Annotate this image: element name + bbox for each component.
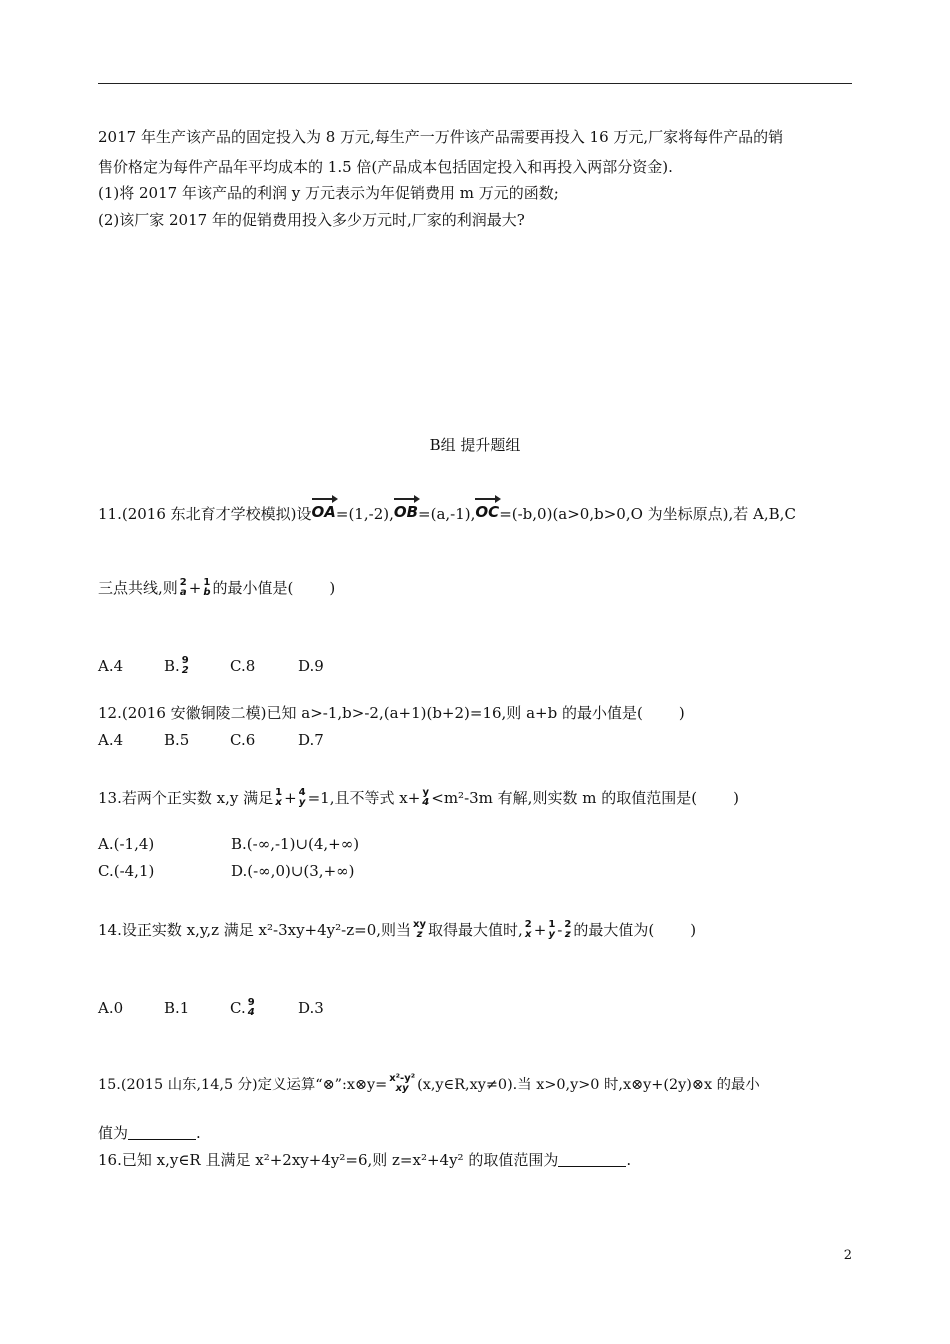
fraction-4-over-y (298, 788, 307, 808)
option-b: B.1 (164, 999, 190, 1017)
problem-14 (98, 920, 696, 940)
frac-num: 1 (203, 577, 211, 588)
frac-num: 1 (548, 919, 556, 930)
frac-num: x²-y² (389, 1073, 416, 1084)
fraction-2-over-a (179, 578, 188, 598)
page-number: 2 (843, 1248, 852, 1263)
fraction-1-over-y (547, 920, 556, 940)
option-b: B.(-∞,-1)∪(4,+∞) (231, 835, 360, 853)
problem-13-options-row-2 (98, 861, 355, 881)
frac-den: b (203, 587, 211, 598)
p11-pre: 11.(2016 东北育才学校模拟)设 (98, 505, 312, 523)
vector-oc-label: OC (475, 503, 500, 521)
vector-ob-label: OB (393, 503, 419, 521)
option-b (164, 656, 230, 676)
p11-seg-2: =(a,-1), (418, 505, 476, 523)
plus-sign: + (188, 579, 202, 597)
p13-mid: =1,且不等式 x+ (307, 789, 421, 807)
vector-arrow-icon (475, 498, 499, 500)
p12-text: 12.(2016 安徽铜陵二模)已知 a>-1,b>-2,(a+1)(b+2)=16,则 a+b 的最小值是( (98, 704, 643, 722)
plus-sign: + (284, 789, 297, 807)
p14-pre: 14.设正实数 x,y,z 满足 x²-3xy+4y²-z=0,则当 (98, 921, 412, 939)
option-a: A.4 (98, 657, 124, 675)
option-c: C.6 (230, 731, 256, 749)
p14-post: 的最大值为( (573, 921, 655, 939)
minus-sign: - (557, 921, 563, 939)
fraction-1-over-b (202, 578, 211, 598)
problem-15-line-1 (98, 1074, 760, 1095)
header-rule (98, 83, 852, 84)
option-a: A.0 (98, 999, 124, 1017)
frac-den: y (548, 929, 556, 940)
period: . (626, 1151, 632, 1169)
option-c: C.8 (230, 657, 256, 675)
p11-seg-3: =(-b,0)(a>0,b>0,O 为坐标原点),若 A,B,C (499, 505, 796, 523)
option-d: D.7 (298, 731, 324, 749)
frac-den: 2 (181, 665, 189, 676)
option-d: D.(-∞,0)∪(3,+∞) (231, 862, 355, 880)
problem-16 (98, 1150, 631, 1170)
vector-arrow-icon (394, 498, 418, 500)
option-c (230, 998, 298, 1018)
problem-15-line-2 (98, 1123, 201, 1143)
problem-11-line-1 (98, 496, 796, 524)
frac-den: y (298, 797, 306, 808)
frac-den: z (416, 929, 423, 940)
frac-den: xy (395, 1083, 409, 1094)
question-1: (1)将 2017 年该产品的利润 y 万元表示为年促销费用 m 万元的函数; (98, 184, 559, 202)
frac-den: x (525, 929, 532, 940)
frac-num: xy (413, 919, 426, 930)
fraction-2-over-x (524, 920, 533, 940)
option-d: D.3 (298, 999, 324, 1017)
frac-num: 1 (275, 787, 283, 798)
fraction-y-over-4 (421, 788, 430, 808)
plus-sign: + (533, 921, 547, 939)
close-paren: ) (678, 704, 685, 722)
vector-oa-label: OA (311, 503, 336, 521)
p16-text: 16.已知 x,y∈R 且满足 x²+2xy+4y²=6,则 z=x²+4y² 的取值范围为 (98, 1151, 559, 1169)
period: . (196, 1124, 201, 1142)
problem-11-options (98, 656, 324, 676)
answer-blank[interactable] (128, 1125, 196, 1140)
fraction-2-over-z (563, 920, 572, 940)
frac-num: 2 (179, 577, 187, 588)
option-a: A.4 (98, 731, 124, 749)
intro-line-2: 售价格定为每件产品年平均成本的 1.5 倍(产品成本包括固定投入和再投入两部分资金). (98, 158, 673, 176)
fraction-xy-over-z (412, 920, 427, 940)
problem-13 (98, 788, 739, 808)
p13-post: <m²-3m 有解,则实数 m 的取值范围是( (431, 789, 698, 807)
fraction-1-over-x (274, 788, 283, 808)
close-paren: ) (690, 921, 697, 939)
frac-den: a (179, 587, 187, 598)
problem-13-options-row-1 (98, 834, 359, 854)
vector-ob (394, 496, 418, 522)
frac-num: 9 (181, 655, 189, 666)
p15-pre: 15.(2015 山东,14,5 分)定义运算“⊗”:x⊗y= (98, 1077, 388, 1093)
frac-den: z (564, 929, 571, 940)
vector-arrow-icon (312, 498, 336, 500)
question-2: (2)该厂家 2017 年的促销费用投入多少万元时,厂家的利润最大? (98, 211, 525, 229)
section-title: B组 提升题组 (429, 436, 521, 454)
frac-den: 4 (422, 797, 430, 808)
frac-num: 2 (564, 919, 572, 930)
problem-11-line-2 (98, 578, 335, 598)
option-c: C.(-4,1) (98, 862, 155, 880)
frac-den: 4 (247, 1007, 255, 1018)
option-b: B.5 (164, 731, 190, 749)
p11-line2-pre: 三点共线,则 (98, 579, 178, 597)
p13-pre: 13.若两个正实数 x,y 满足 (98, 789, 274, 807)
frac-num: 4 (298, 787, 306, 798)
frac-den: x (275, 797, 282, 808)
fraction-9-over-4 (247, 998, 256, 1018)
vector-oa (312, 496, 336, 522)
p11-seg-1: =(1,-2), (335, 505, 394, 523)
frac-num: 2 (524, 919, 532, 930)
option-b-label: B. (164, 657, 180, 675)
option-c-label: C. (230, 999, 246, 1017)
answer-blank[interactable] (558, 1152, 626, 1167)
p11-line2-post: 的最小值是( (212, 579, 294, 597)
option-a: A.(-1,4) (98, 835, 155, 853)
fraction-x2-minus-y2-over-xy (388, 1074, 416, 1094)
intro-line-1: 2017 年生产该产品的固定投入为 8 万元,每生产一万件该产品需要再投入 16 万元,厂家将每件产品的销 (98, 128, 784, 146)
p15-post: (x,y∈R,xy≠0).当 x>0,y>0 时,x⊗y+(2y)⊗x 的最小 (417, 1077, 760, 1093)
problem-12-options (98, 730, 324, 750)
problem-12 (98, 703, 685, 723)
option-d: D.9 (298, 657, 324, 675)
frac-num: 9 (247, 997, 255, 1008)
p15-line2: 值为 (98, 1124, 129, 1142)
close-paren: ) (329, 579, 336, 597)
frac-num: y (422, 787, 430, 798)
close-paren: ) (733, 789, 739, 807)
p14-mid: 取得最大值时, (427, 921, 523, 939)
vector-oc (475, 496, 499, 522)
fraction-9-over-2 (181, 656, 190, 676)
problem-14-options (98, 998, 324, 1018)
